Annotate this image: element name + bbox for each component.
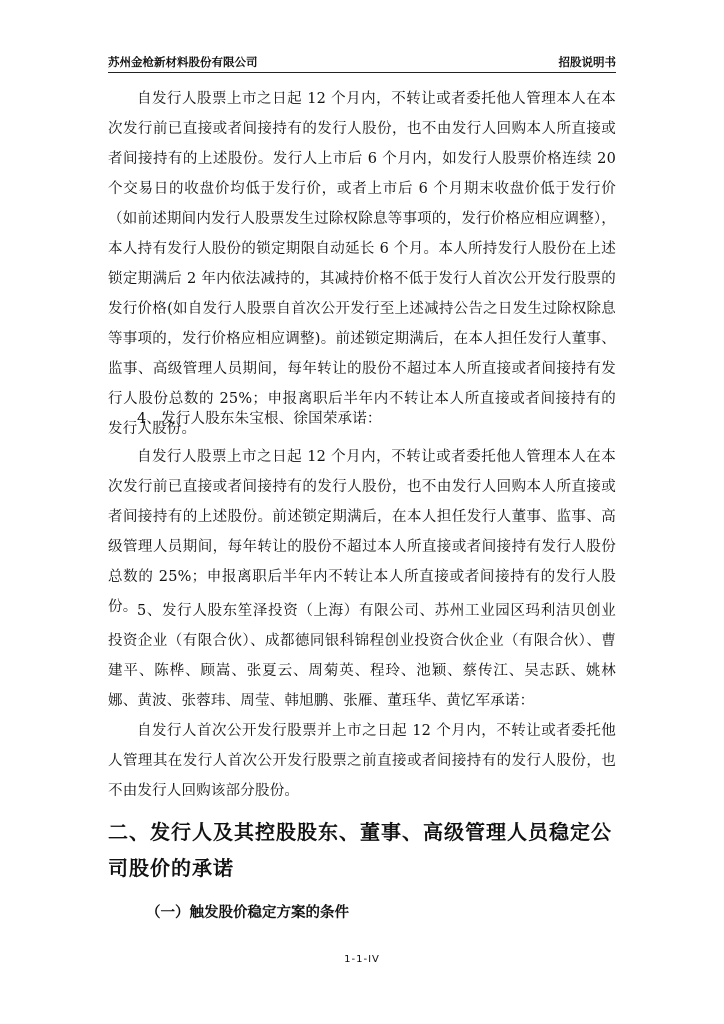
shareholder-item-4: [108, 404, 616, 434]
lockup-commitment-paragraph-2: [108, 442, 616, 622]
paragraph-text: 自发行人股票上市之日起 12 个月内，不转让或者委托他人管理本人在本次发行前已直接或者间接持有的发行人股份，也不由发行人回购本人所直接或者间接持有的上述股份。发行人上市后 6 个月内，如发行人股票价格连续 20 个交易日的收盘价均低于发行价，或者上市后 6 个月期末收盘价低于发行价（如前述期间内发行人股票发生过除权除息等事项的，发行价格应相应调整），本人持有发行人股份的锁定期限自动延长 6 个月。本人所持发行人股份在上述锁定期满后 2 年内依法减持的，其减持价格不低于发行人首次公开发行股票的发行价格(如自发行人股票自首次公开发行至上述减持公告之日发生过除权除息等事项的，发行价格应相应调整)。前述锁定期满后，在本人担任发行人董事、监事、高级管理人员期间，每年转让的股份不超过本人所直接或者间接持有发行人股份总数的 25%；申报离职后半年内不转让本人所直接或者间接持有的发行人股份。: [108, 91, 616, 437]
lockup-commitment-paragraph-1: [108, 84, 616, 444]
paragraph-text: 自发行人首次公开发行股票并上市之日起 12 个月内，不转让或者委托他人管理其在发行人首次公开发行股票之前直接或者间接持有的发行人股份，也不由发行人回购该部分股份。: [108, 723, 616, 799]
shareholder-item-5: [108, 596, 616, 716]
paragraph-text: 自发行人股票上市之日起 12 个月内，不转让或者委托他人管理本人在本次发行前已直接或者间接持有的发行人股份，也不由发行人回购本人所直接或者间接持有的上述股份。前述锁定期满后，在本人担任发行人董事、监事、高级管理人员期间，每年转让的股份不超过本人所直接或者间接持有发行人股份总数的 25%；申报离职后半年内不转让本人所直接或者间接持有的发行人股份。: [108, 449, 616, 615]
document-type: 招股说明书: [558, 55, 616, 69]
page-header: [108, 52, 616, 73]
subsection-heading: （一）触发股价稳定方案的条件: [146, 904, 349, 921]
item-5-heading: 5、发行人股东笙泽投资（上海）有限公司、苏州工业园区玛利洁贝创业投资企业（有限合伙）、成都德同银科锦程创业投资合伙企业（有限合伙）、曹建平、陈桦、顾嵩、张夏云、周菊英、程玲、池颖、蔡传江、吴志跃、姚林娜、黄波、张蓉玮、周莹、韩旭鹏、张雁、董珏华、黄忆军承诺：: [108, 603, 616, 709]
page-number: 1-1-IV: [344, 954, 380, 965]
item-4-heading: 4、发行人股东朱宝根、徐国荣承诺：: [137, 411, 382, 427]
lockup-commitment-paragraph-3: [108, 716, 616, 806]
company-name: 苏州金枪新材料股份有限公司: [108, 55, 258, 69]
section-heading: 二、发行人及其控股股东、董事、高级管理人员稳定公司股价的承诺: [108, 820, 612, 880]
